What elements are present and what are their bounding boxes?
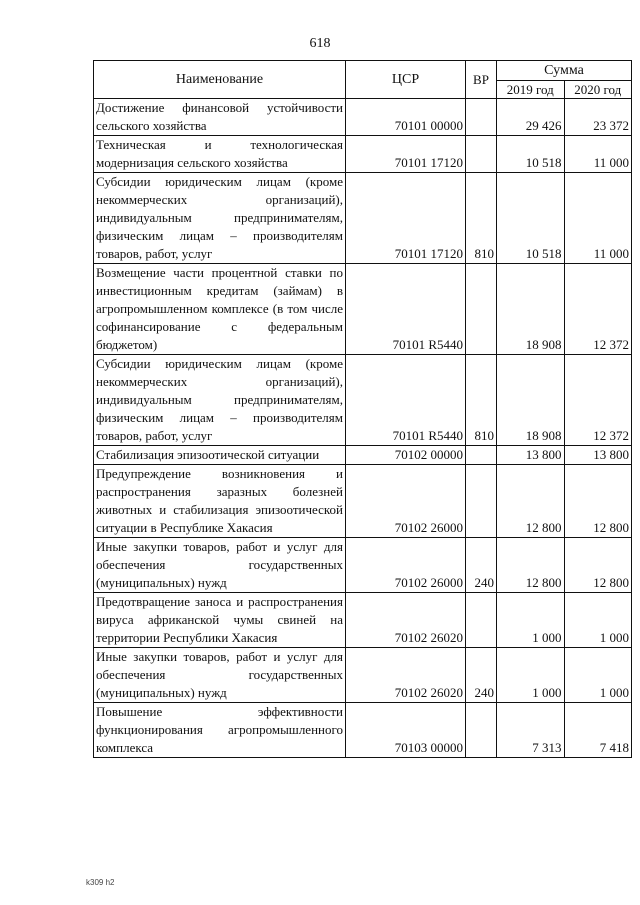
row-sum-2020-cell: 23 372 (564, 99, 632, 136)
row-name-cell: Повышение эффективности функционирования агропромышленного комплекса (94, 703, 346, 758)
page-number: 618 (309, 36, 331, 51)
row-sum-2020-cell: 12 800 (564, 538, 632, 593)
row-csr-cell: 70102 26020 (346, 648, 466, 703)
row-sum-2019-cell: 12 800 (497, 538, 565, 593)
row-name-cell: Стабилизация эпизоотической ситуации (94, 446, 346, 465)
table-row (94, 264, 632, 355)
row-sum-2020-cell: 1 000 (564, 593, 632, 648)
table-row (94, 355, 632, 446)
row-vr-cell (466, 99, 497, 136)
row-csr-cell: 70102 26000 (346, 465, 466, 538)
row-vr-cell (466, 446, 497, 465)
table-row (94, 99, 632, 136)
row-vr-cell (466, 136, 497, 173)
table-row (94, 648, 632, 703)
table-row (94, 465, 632, 538)
header-name: Наименование (94, 61, 346, 99)
footer-stamp: k309 h2 (86, 878, 115, 887)
row-sum-2019-cell: 12 800 (497, 465, 565, 538)
row-name-cell: Субсидии юридическим лицам (кроме некоммерческих организаций), индивидуальным предпринимателям, физическим лицам – производителям товаров, работ, услуг (94, 355, 346, 446)
row-sum-2019-cell: 29 426 (497, 99, 565, 136)
row-sum-2020-cell: 11 000 (564, 136, 632, 173)
table-row (94, 593, 632, 648)
table-row (94, 136, 632, 173)
row-sum-2020-cell: 12 372 (564, 355, 632, 446)
row-sum-2019-cell: 18 908 (497, 355, 565, 446)
row-csr-cell: 70102 00000 (346, 446, 466, 465)
row-sum-2020-cell: 13 800 (564, 446, 632, 465)
row-sum-2019-cell: 1 000 (497, 648, 565, 703)
budget-table (93, 60, 632, 758)
header-csr: ЦСР (346, 61, 466, 99)
row-name-cell: Возмещение части процентной ставки по инвестиционным кредитам (займам) в агропромышленном комплексе (в том числе софинансирование с федеральным бюджетом) (94, 264, 346, 355)
row-vr-cell (466, 465, 497, 538)
row-name-cell: Техническая и технологическая модернизация сельского хозяйства (94, 136, 346, 173)
row-csr-cell: 70101 00000 (346, 99, 466, 136)
row-vr-cell: 240 (466, 648, 497, 703)
row-name-cell: Предотвращение заноса и распространения вируса африканской чумы свиней на территории Республики Хакасия (94, 593, 346, 648)
row-sum-2019-cell: 18 908 (497, 264, 565, 355)
row-name-cell: Достижение финансовой устойчивости сельского хозяйства (94, 99, 346, 136)
row-csr-cell: 70101 R5440 (346, 264, 466, 355)
row-csr-cell: 70102 26020 (346, 593, 466, 648)
row-csr-cell: 70101 17120 (346, 173, 466, 264)
row-name-cell: Предупреждение возникновения и распространения заразных болезней животных и стабилизация эпизоотической ситуации в Республике Хакасия (94, 465, 346, 538)
row-sum-2019-cell: 13 800 (497, 446, 565, 465)
row-csr-cell: 70102 26000 (346, 538, 466, 593)
table-row (94, 703, 632, 758)
row-csr-cell: 70101 17120 (346, 136, 466, 173)
table-row (94, 538, 632, 593)
row-vr-cell: 240 (466, 538, 497, 593)
row-vr-cell: 810 (466, 355, 497, 446)
row-sum-2019-cell: 7 313 (497, 703, 565, 758)
header-year-2020: 2020 год (564, 81, 632, 99)
row-vr-cell (466, 264, 497, 355)
header-sum: Сумма (497, 61, 632, 81)
row-csr-cell: 70101 R5440 (346, 355, 466, 446)
row-sum-2019-cell: 10 518 (497, 173, 565, 264)
row-sum-2020-cell: 12 800 (564, 465, 632, 538)
row-sum-2020-cell: 7 418 (564, 703, 632, 758)
row-sum-2020-cell: 11 000 (564, 173, 632, 264)
row-vr-cell (466, 703, 497, 758)
row-vr-cell: 810 (466, 173, 497, 264)
table-row (94, 446, 632, 465)
row-sum-2019-cell: 10 518 (497, 136, 565, 173)
row-name-cell: Иные закупки товаров, работ и услуг для обеспечения государственных (муниципальных) нужд (94, 538, 346, 593)
row-sum-2020-cell: 1 000 (564, 648, 632, 703)
row-vr-cell (466, 593, 497, 648)
row-sum-2020-cell: 12 372 (564, 264, 632, 355)
row-name-cell: Субсидии юридическим лицам (кроме некоммерческих организаций), индивидуальным предпринимателям, физическим лицам – производителям товаров, работ, услуг (94, 173, 346, 264)
table-row (94, 173, 632, 264)
header-vr: ВР (466, 61, 497, 99)
header-year-2019: 2019 год (497, 81, 565, 99)
row-name-cell: Иные закупки товаров, работ и услуг для обеспечения государственных (муниципальных) нужд (94, 648, 346, 703)
row-csr-cell: 70103 00000 (346, 703, 466, 758)
row-sum-2019-cell: 1 000 (497, 593, 565, 648)
